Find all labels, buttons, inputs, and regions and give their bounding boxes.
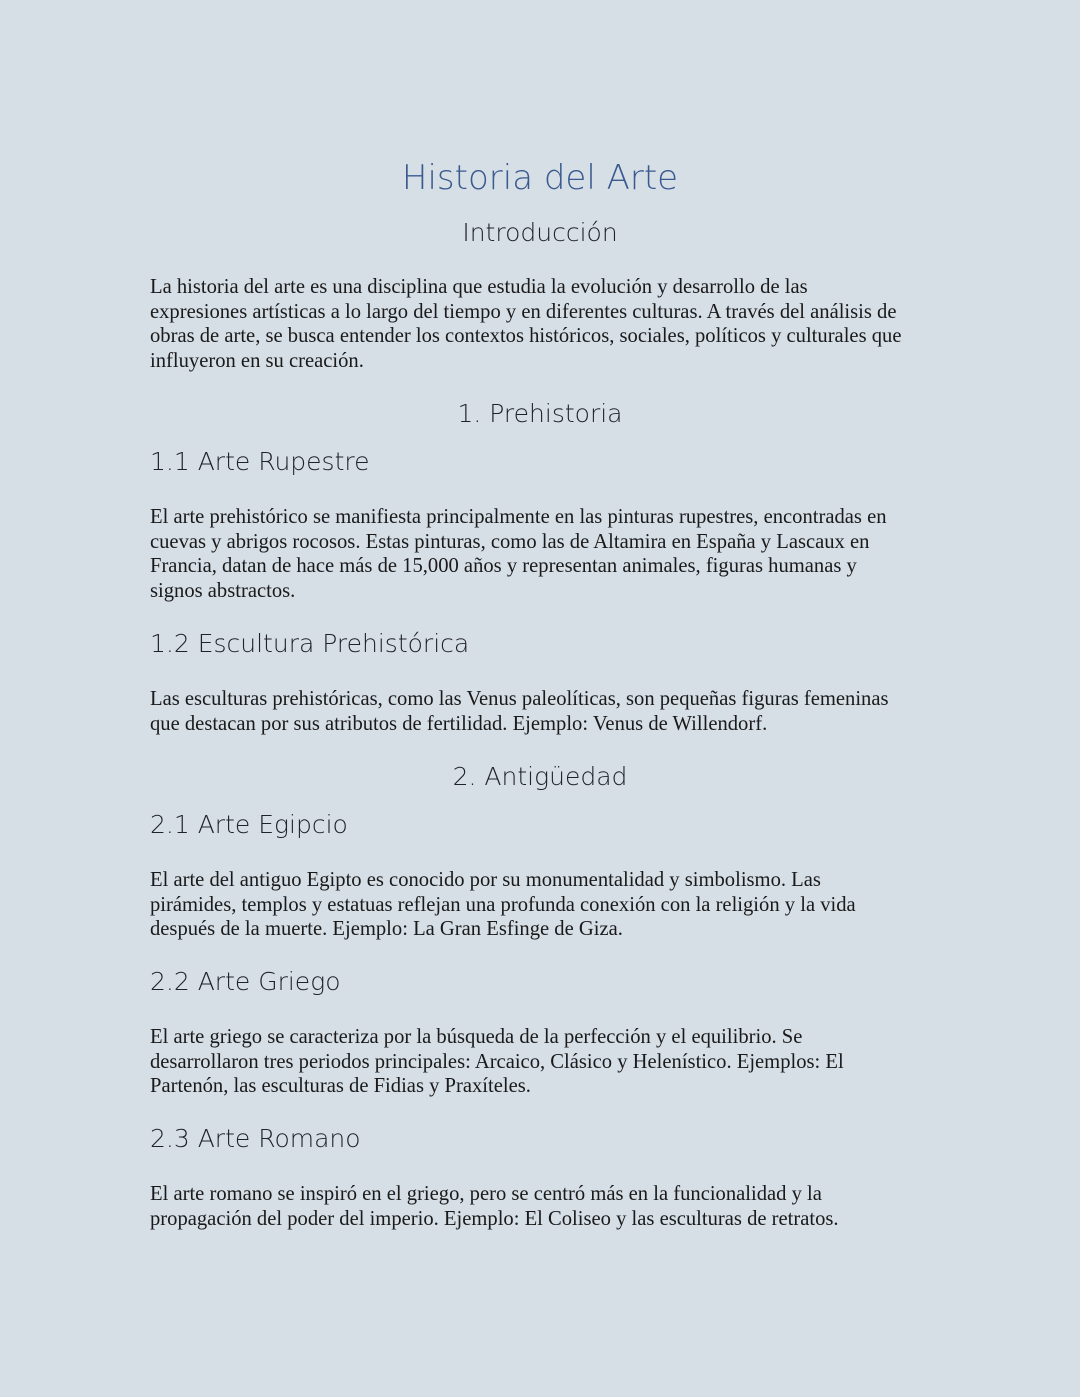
intro-paragraph [150,275,940,373]
paragraph-line: Las esculturas prehistóricas, como las Venus paleolíticas, son pequeñas figuras femeninas [150,688,889,710]
paragraph-line: El arte griego se caracteriza por la búsqueda de la perfección y el equilibrio. Se [150,1026,803,1048]
paragraph-line: La historia del arte es una disciplina que estudia la evolución y desarrollo de las [150,276,808,298]
paragraph-line: cuevas y abrigos rocosos. Estas pinturas, como las de Altamira en España y Lascaux en [150,530,870,553]
document-title: Historia del Arte [401,158,679,198]
arte-rupestre-paragraph [150,505,940,603]
section-heading-antiguedad: 2. Antigüedad [452,762,628,791]
subsection-heading-arte-romano: 2.3 Arte Romano [150,1124,361,1153]
arte-egipcio-paragraph [150,868,940,942]
subsection-heading-arte-rupestre: 1.1 Arte Rupestre [150,447,370,476]
arte-romano-paragraph [150,1182,940,1231]
section-heading-prehistoria: 1. Prehistoria [457,399,623,428]
paragraph-line: El arte del antiguo Egipto es conocido por su monumentalidad y simbolismo. Las [150,869,821,891]
subsection-heading-arte-griego: 2.2 Arte Griego [150,967,341,996]
paragraph-line: pirámides, templos y estatuas reflejan una profunda conexión con la religión y la vida [150,893,856,916]
paragraph-line: que destacan por sus atributos de fertilidad. Ejemplo: Venus de Willendorf. [150,712,768,735]
paragraph-line: después de la muerte. Ejemplo: La Gran Esfinge de Giza. [150,918,623,940]
paragraph-line: expresiones artísticas a lo largo del tiempo y en diferentes culturas. A través del análisis de [150,300,897,323]
escultura-prehistorica-paragraph [150,687,940,736]
paragraph-line: Francia, datan de hace más de 15,000 años y representan animales, figuras humanas y [150,555,857,577]
paragraph-line: propagación del poder del imperio. Ejemplo: El Coliseo y las esculturas de retratos. [150,1207,839,1230]
subsection-heading-escultura-prehistorica: 1.2 Escultura Prehistórica [150,629,470,658]
paragraph-line: Partenón, las esculturas de Fidias y Praxíteles. [150,1075,531,1097]
paragraph-line: obras de arte, se busca entender los contextos históricos, sociales, políticos y culturales que [150,325,902,347]
intro-heading: Introducción [462,218,618,247]
paragraph-line: signos abstractos. [150,579,296,602]
arte-griego-paragraph [150,1025,940,1099]
paragraph-line: El arte romano se inspiró en el griego, pero se centró más en la funcionalidad y la [150,1183,822,1205]
paragraph-line: desarrollaron tres periodos principales: Arcaico, Clásico y Helenístico. Ejemplos: El [150,1050,844,1073]
paragraph-line: El arte prehistórico se manifiesta principalmente en las pinturas rupestres, encontradas en [150,506,887,528]
subsection-heading-arte-egipcio: 2.1 Arte Egipcio [150,810,348,839]
paragraph-line: influyeron en su creación. [150,349,364,372]
